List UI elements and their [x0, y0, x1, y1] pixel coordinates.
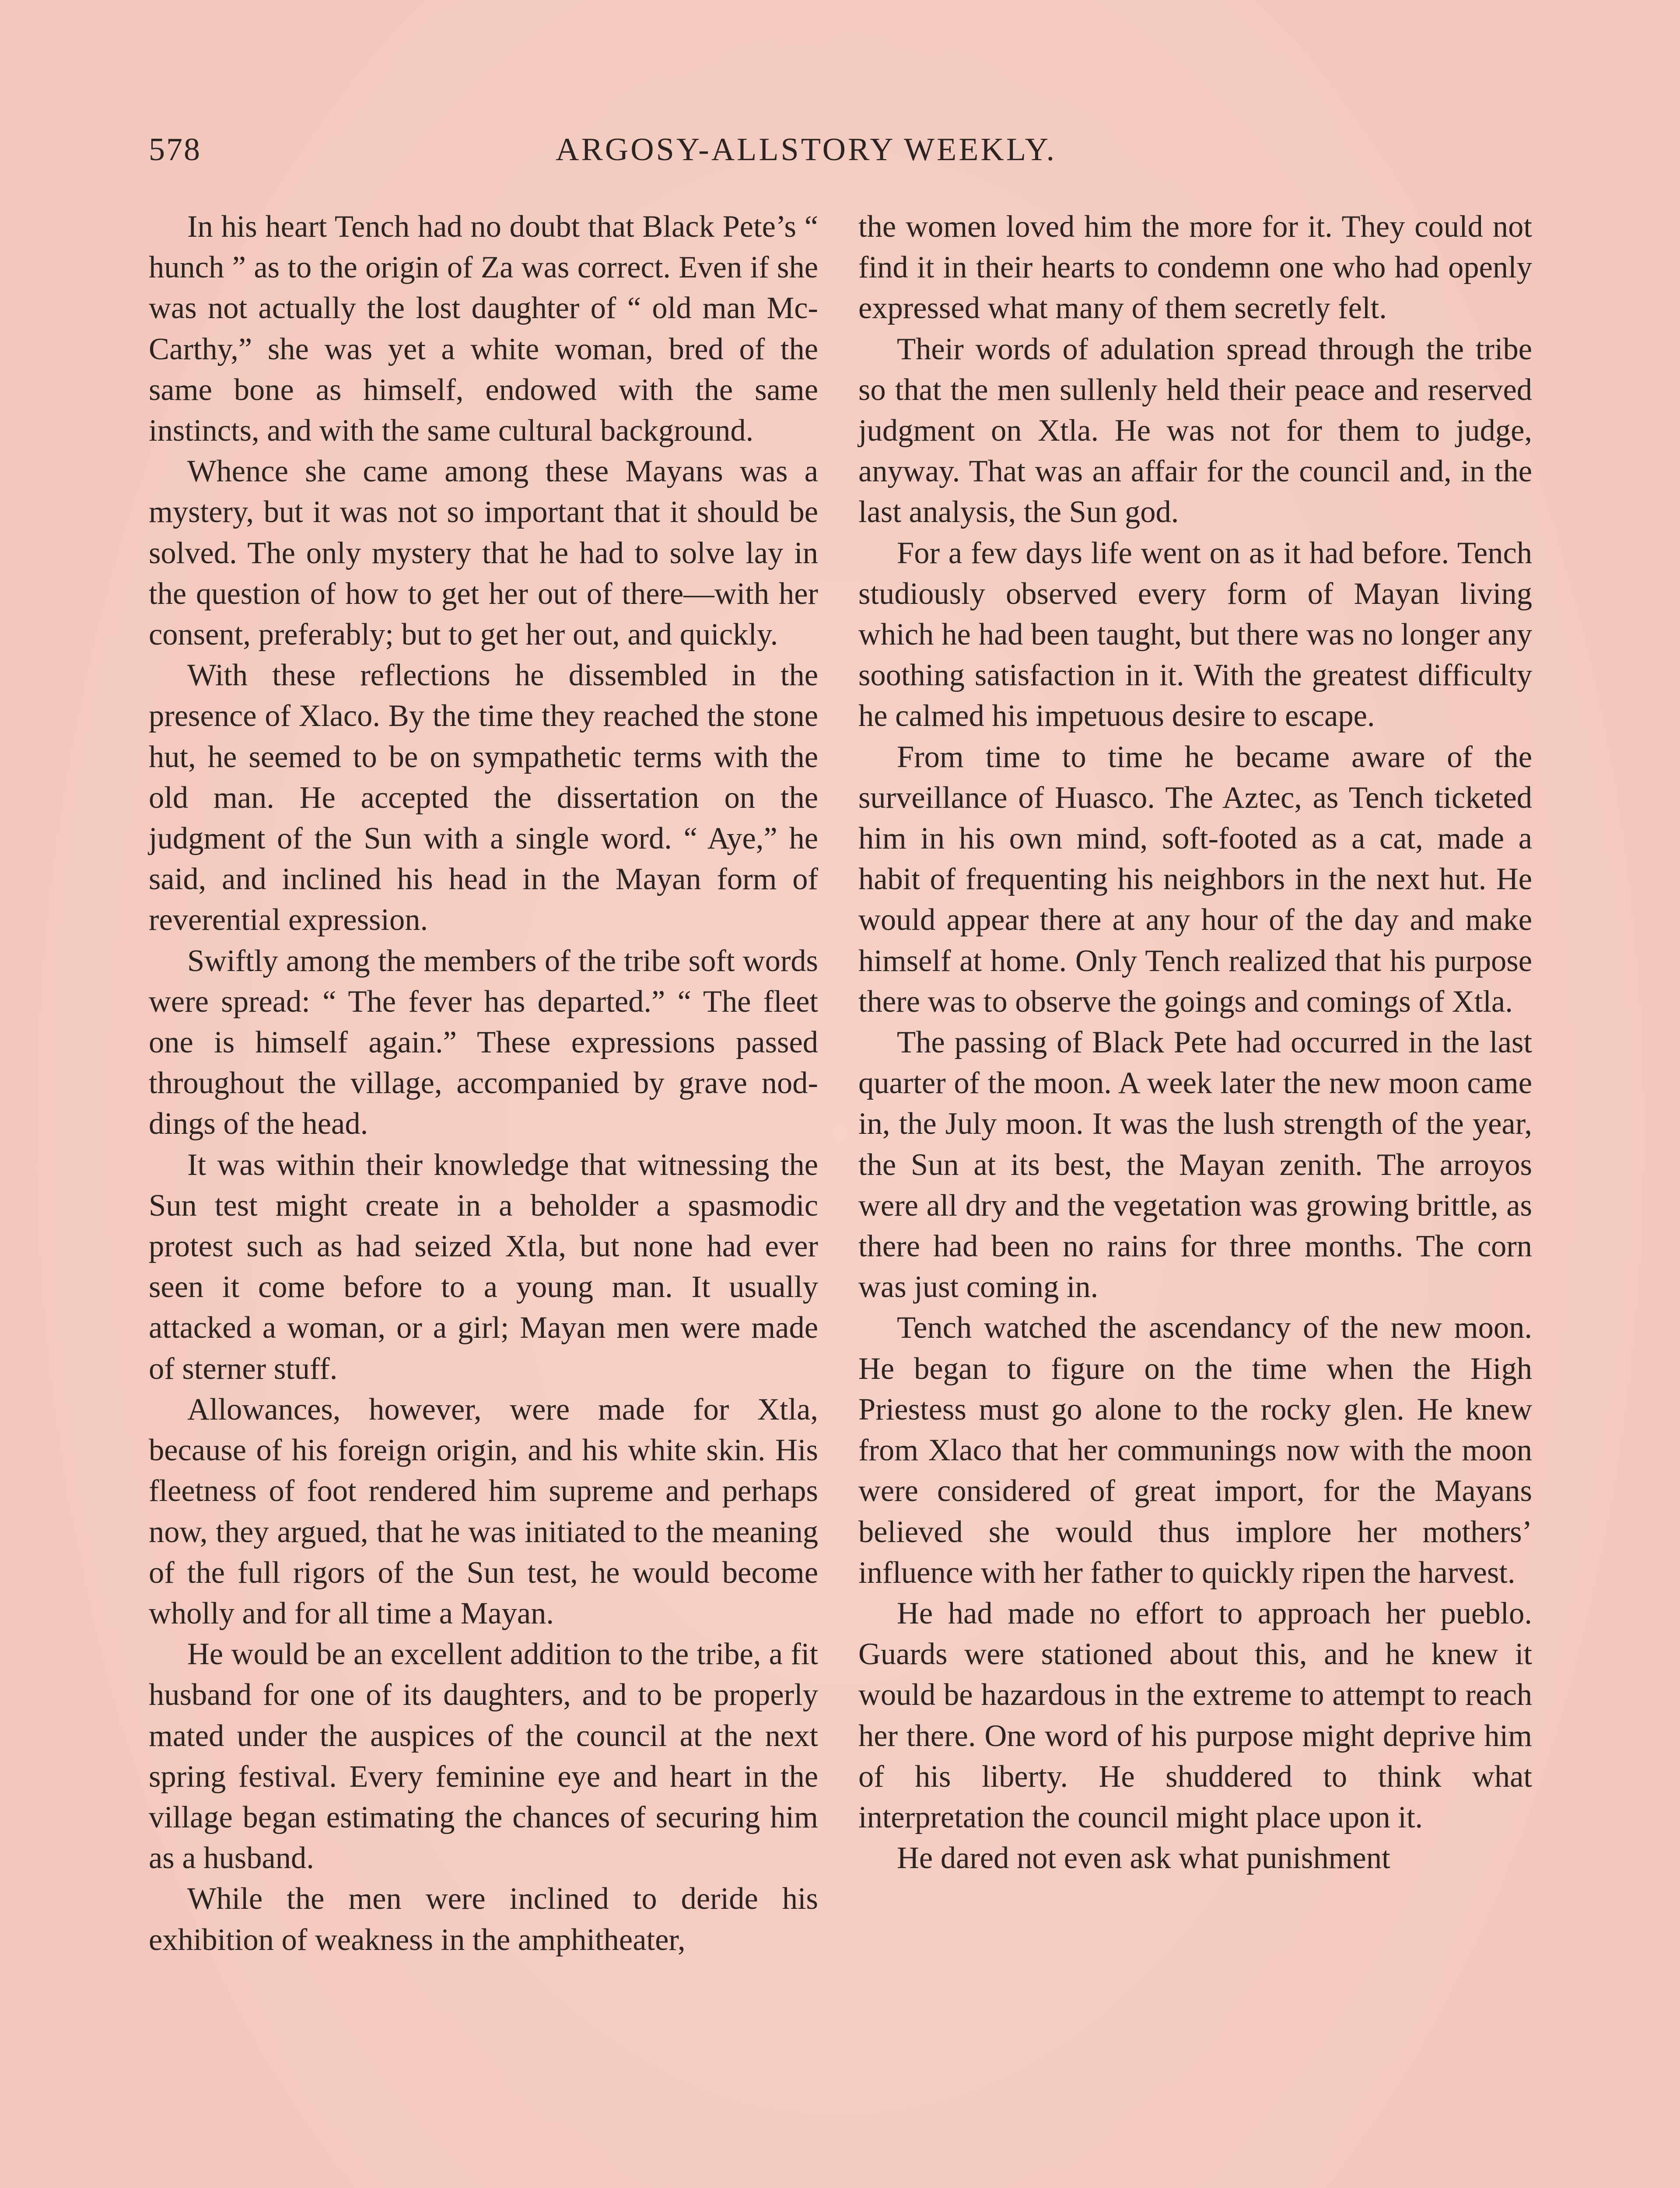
paragraph: Swiftly among the members of the tribe soft words were spread: “ The fever has departed.” “ The fleet one is himself again.” These expressions passed throughout the village, accompanied by grave noddings of the head.	[149, 943, 818, 1141]
running-title: ARGOSY-ALLSTORY WEEKLY.	[556, 132, 1057, 168]
paragraph: He had made no effort to approach her pueblo. Guards were stationed about this, and he knew it would be hazardous in the extreme to attempt to reach her there. One word of his purpose might deprive him of his liberty. He shuddered to think what interpretation the council might place upon it.	[858, 1596, 1532, 1834]
paragraph: In his heart Tench had no doubt that Black Pete’s “ hunch ” as to the origin of Za was correct. Even if she was not actually the lost daughter of “ old man McCarthy,” she was yet a white woman, bred of the same bone as himself, endowed with the same instincts, and with the same cultural background.	[149, 210, 818, 448]
paragraph-continuation: the women loved him the more for it. They could not find it in their hearts to condemn one who had openly expressed what many of them secretly felt.	[858, 210, 1532, 326]
left-column	[149, 207, 818, 1960]
paragraph: Allowances, however, were made for Xtla, because of his foreign origin, and his white skin. His fleetness of foot rendered him supreme and perhaps now, they argued, that he was initiated to the meaning of the full rigors of the Sun test, he would become wholly and for all time a Mayan.	[149, 1392, 818, 1630]
paragraph: Whence she came among these Mayans was a mystery, but it was not so important that it should be solved. The only mystery that he had to solve lay in the question of how to get her out of there—with her consent, preferably; but to get her out, and quickly.	[149, 454, 818, 652]
paragraph: It was within their knowledge that witnessing the Sun test might create in a beholder a spasmodic protest such as had seized Xtla, but none had ever seen it come before to a young man. It usually attacked a woman, or a girl; Mayan men were made of sterner stuff.	[149, 1147, 818, 1386]
paragraph: Their words of adulation spread through the tribe so that the men sullenly held their peace and reserved judgment on Xtla. He was not for them to judge, anyway. That was an affair for the council and, in the last analysis, the Sun god.	[858, 332, 1532, 529]
paragraph: While the men were inclined to deride his exhibition of weakness in the amphitheater,	[149, 1882, 818, 1957]
paragraph: He would be an excellent addition to the tribe, a fit husband for one of its daughters, and to be properly mated under the auspices of the council at the next spring festival. Every feminine eye and heart in the village began estimating the chances of securing him as a husband.	[149, 1637, 818, 1876]
page-header	[149, 131, 1531, 179]
right-column	[858, 207, 1532, 1879]
paragraph: Tench watched the ascendancy of the new moon. He began to figure on the time when the High Priestess must go alone to the rocky glen. He knew from Xlaco that her communings now with the moon were considered of great import, for the Mayans believed she would thus implore her mothers’ influence with her father to quickly ripen the harvest.	[858, 1311, 1532, 1590]
paragraph: He dared not even ask what punishment	[897, 1841, 1390, 1876]
paragraph: From time to time he became aware of the surveillance of Huasco. The Aztec, as Tench ticketed him in his own mind, soft-footed as a cat, made a habit of frequenting his neighbors in the next hut. He would appear there at any hour of the day and make himself at home. Only Tench realized that his purpose there was to observe the goings and comings of Xtla.	[858, 740, 1532, 1019]
page-number: 578	[149, 132, 201, 168]
paragraph: With these reflections he dissembled in the presence of Xlaco. By the time they reached the stone hut, he seemed to be on sympathetic terms with the old man. He accepted the dissertation on the judgment of the Sun with a single word. “ Aye,” he said, and inclined his head in the Mayan form of reverential expression.	[149, 658, 818, 937]
paragraph: The passing of Black Pete had occurred in the last quarter of the moon. A week later the new moon came in, the July moon. It was the lush strength of the year, the Sun at its best, the Mayan zenith. The arroyos were all dry and the vegetation was growing brittle, as there had been no rains for three months. The corn was just coming in.	[858, 1025, 1532, 1304]
paragraph: For a few days life went on as it had before. Tench studiously observed every form of Mayan living which he had been taught, but there was no longer any soothing satisfaction in it. With the greatest difficulty he calmed his impetuous desire to escape.	[858, 536, 1532, 733]
